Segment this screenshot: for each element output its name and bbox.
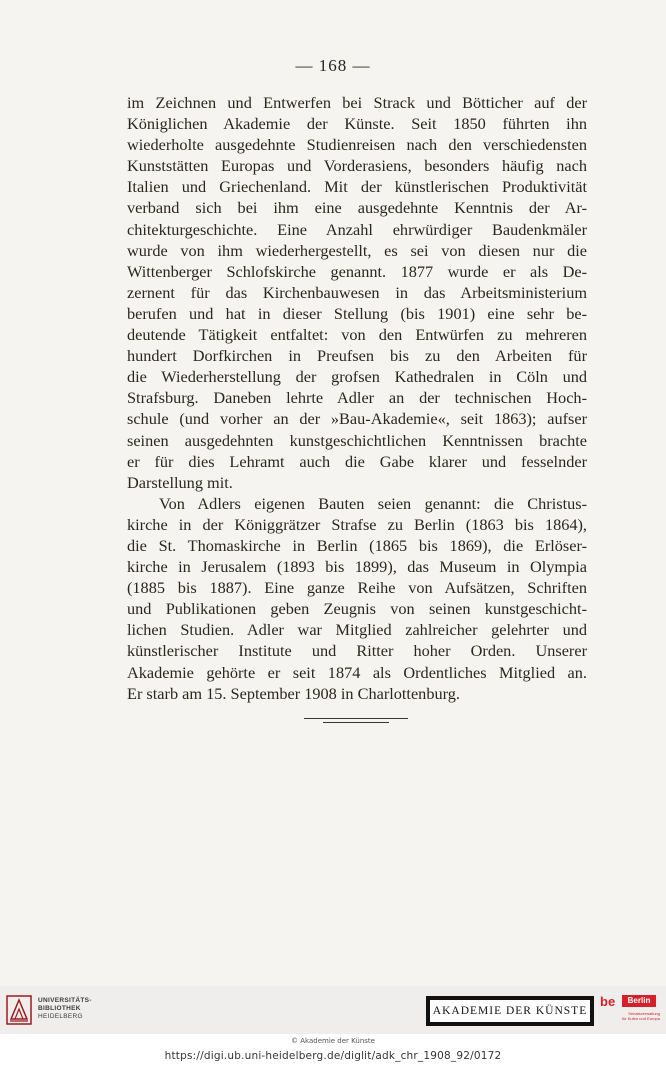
library-line-1: UNIVERSITÄTS- [38, 997, 92, 1004]
text-line: er für dies Lehramt auch die Gabe klarer und fesselnder [127, 451, 587, 471]
text-line: (1885 bis 1887). Eine ganze Reihe von Aufsätzen, Schriften [127, 578, 587, 598]
text-line: kirche in Jerusalem (1893 bis 1899), das Museum in Olympia [127, 557, 587, 577]
text-line: chitekturgeschichte. Eine Anzahl ehrwürdiger Baudenkmäler [127, 219, 587, 239]
text-line: Königlichen Akademie der Künste. Seit 1850 führten ihn [127, 114, 587, 134]
text-line: wiederholte ausgedehnte Studienreisen nach den verschiedensten [127, 135, 587, 155]
body-text [127, 92, 587, 704]
text-line: Kunststätten Europas und Vorderasiens, besonders häufig nach [127, 156, 587, 176]
text-line: Von Adlers eigenen Bauten seien genannt: die Christus- [159, 493, 587, 513]
berlin-logo-subtitle-1: Senatsverwaltung [628, 1011, 660, 1016]
berlin-senate-logo[interactable] [600, 994, 658, 1030]
viewer-footer [0, 986, 666, 1069]
end-rule-long [304, 718, 408, 719]
text-line: künstlerischer Institute und Ritter hoher Orden. Unserer [127, 641, 587, 661]
permalink-url[interactable]: https://digi.ub.uni-heidelberg.de/diglit/adk_chr_1908_92/0172 [164, 1050, 502, 1062]
berlin-logo-tag: Berlin [622, 995, 656, 1007]
paragraphs [127, 92, 587, 704]
berlin-logo-prefix: be [600, 994, 616, 1009]
copyright-notice: © Akademie der Künste [291, 1037, 375, 1045]
text-line: kirche in der Königgrätzer Strafse zu Berlin (1863 bis 1864), [127, 514, 587, 534]
page-number: — 168 — [295, 56, 371, 75]
text-line: die Wiederherstellung der grofsen Kathedralen in Cöln und [127, 367, 587, 387]
text-line: wurde von ihm wiederhergestellt, es sei von diesen nur die [127, 240, 587, 260]
text-line: im Zeichnen und Entwerfen bei Strack und Bötticher auf der [127, 93, 587, 112]
end-rule-short [323, 722, 389, 723]
text-line: berufen und hat in dieser Stellung (bis 1901) eine sehr be- [127, 303, 587, 323]
akademie-logo-text: AKADEMIE DER KÜNSTE [429, 999, 591, 1023]
text-line: Akademie gehörte er seit 1874 als Ordentliches Mitglied an. [127, 662, 587, 682]
university-library-name[interactable] [38, 997, 92, 1021]
text-line: Wittenberger Schlofskirche genannt. 1877 wurde er als De- [127, 261, 587, 281]
text-line: hundert Dorfkirchen in Preufsen bis zu den Arbeiten für [127, 346, 587, 366]
berlin-logo-subtitle [618, 1011, 660, 1021]
text-line: Italien und Griechenland. Mit der künstlerischen Produktivität [127, 177, 587, 197]
text-line: seinen ausgedehnten kunstgeschichtlichen Kenntnissen brachte [127, 430, 587, 450]
text-line: schule (und vorher an der »Bau-Akademie«, seit 1863); aufser [127, 409, 587, 429]
text-line: Darstellung mit. [127, 472, 233, 492]
text-line: lichen Studien. Adler war Mitglied zahlreicher gelehrter und [127, 620, 587, 640]
text-line: deutende Tätigkeit entfaltet: von den Entwürfen zu mehreren [127, 325, 587, 345]
text-line: Strafsburg. Daneben lehrte Adler an der technischen Hoch- [127, 388, 587, 408]
text-line: verband sich bei ihm eine ausgedehnte Kenntnis der Ar- [127, 198, 587, 218]
library-line-2: BIBLIOTHEK [38, 1005, 81, 1012]
text-line: Er starb am 15. September 1908 in Charlottenburg. [127, 683, 460, 703]
akademie-logo[interactable] [426, 996, 594, 1026]
logo-band [0, 986, 666, 1034]
university-library-logo-icon[interactable] [6, 995, 32, 1025]
library-line-3: HEIDELBERG [38, 1013, 83, 1020]
berlin-logo-subtitle-2: für Kultur und Europa [621, 1016, 660, 1021]
text-line: zernent für das Kirchenbauwesen in das Arbeitsministerium [127, 282, 587, 302]
text-line: die St. Thomaskirche in Berlin (1865 bis 1869), die Erlöser- [127, 535, 587, 555]
text-line: und Publikationen geben Zeugnis von seinen kunstgeschicht- [127, 599, 587, 619]
